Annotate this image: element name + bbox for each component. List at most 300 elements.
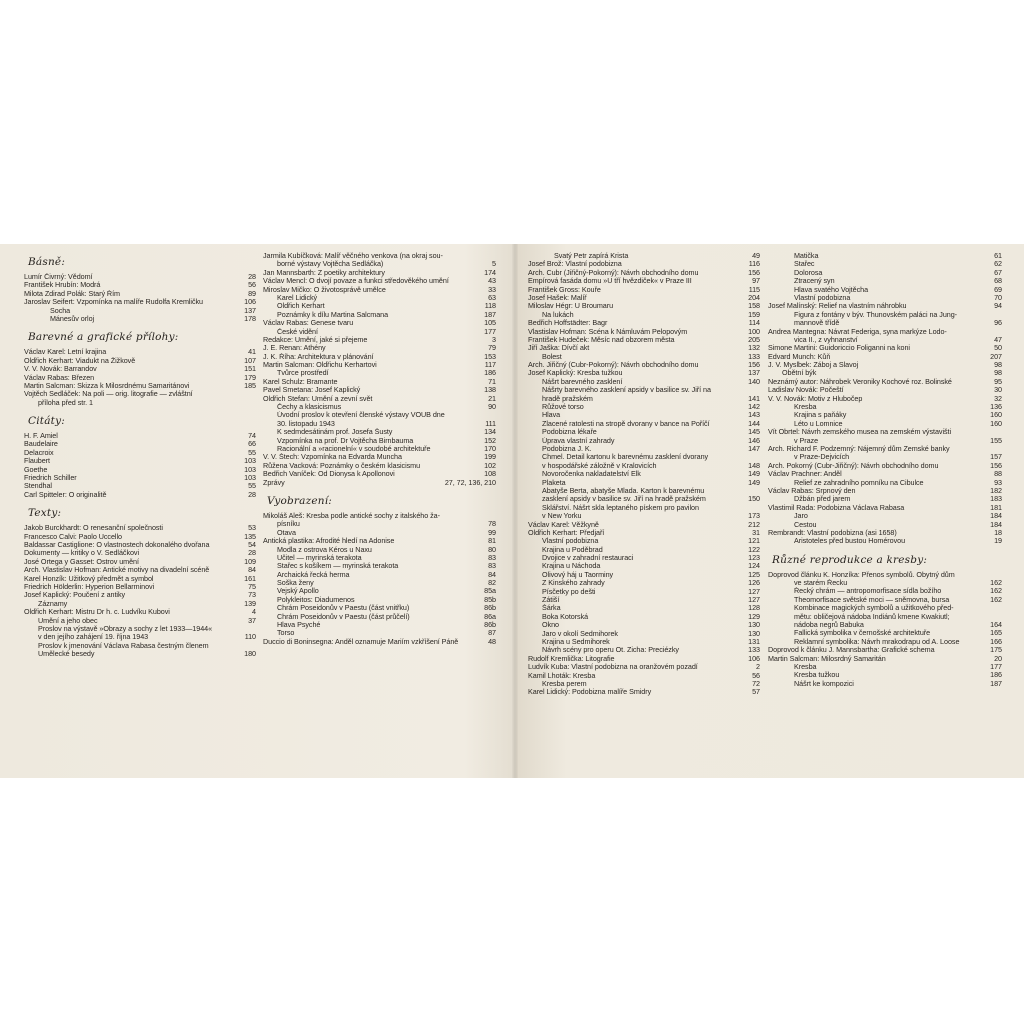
entry-title: Antická plastika: Afrodité hledí na Adonise <box>263 537 395 546</box>
index-entry <box>263 638 496 646</box>
entry-title: Doprovod k článku J. Mannsbartha: Grafické schema <box>768 646 935 655</box>
page-number: 162 <box>990 595 1002 604</box>
page-number: 180 <box>244 650 256 659</box>
entry-title: Proslov na výstavě »Obrazy a sochy z let 1933—1944« <box>38 624 213 633</box>
page-number: 141 <box>748 394 760 403</box>
page-number: 27, 72, 136, 210 <box>444 478 496 487</box>
page-number: 55 <box>248 482 256 491</box>
index-entry <box>528 521 760 529</box>
index-entry <box>528 562 760 570</box>
page-number: 126 <box>748 579 760 588</box>
index-entry <box>263 587 496 595</box>
index-entry <box>768 495 1002 503</box>
index-entry <box>528 269 760 277</box>
page-number: 130 <box>748 621 760 630</box>
page-number: 48 <box>488 637 496 646</box>
entry-title: zasklení apsidy v basilice sv. Jiří na hradě pražském <box>542 495 706 504</box>
entry-title: Jaro <box>794 512 808 521</box>
index-entry <box>528 596 760 604</box>
entry-title: Jan Mannsbarth: Z poetiky architektury <box>263 268 385 277</box>
index-entry <box>24 357 256 365</box>
index-entry <box>768 428 1002 436</box>
page-number: 54 <box>248 540 256 549</box>
entry-title: Jaro v okolí Sedmihorek <box>542 629 618 638</box>
entry-title: V. V. Štech: Vzpomínka na Edvarda Muncha <box>263 453 402 462</box>
page-number: 187 <box>990 679 1002 688</box>
page-number: 186 <box>990 671 1002 680</box>
entry-title: Stařec s košíkem — myrinská terakota <box>277 562 399 571</box>
index-entry <box>768 521 1002 529</box>
entry-title: Hlava svatého Vojtěcha <box>794 285 869 294</box>
index-entry <box>24 541 256 549</box>
entry-title: Čechy a klasicismus <box>277 403 342 412</box>
page-number: 157 <box>990 453 1002 462</box>
page-number: 98 <box>994 369 1002 378</box>
page-number: 185 <box>244 381 256 390</box>
index-entry <box>768 629 1002 637</box>
entry-title: Učitel — myrinská terakota <box>277 553 362 562</box>
entry-title: Dolorosa <box>794 268 823 277</box>
page-number: 179 <box>244 373 256 382</box>
page-number: 153 <box>484 352 496 361</box>
page-number: 70 <box>994 293 1002 302</box>
entry-title: Vzpomínka na prof. Dr Vojtěcha Birnbauma <box>277 436 414 445</box>
page-number: 175 <box>990 646 1002 655</box>
entry-title: Vlastislav Hofman: Scéna k Námluvám Pelopovým <box>528 327 688 336</box>
index-entry <box>528 655 760 663</box>
page-number: 161 <box>244 574 256 583</box>
index-entry <box>24 524 256 532</box>
page-number: 166 <box>990 637 1002 646</box>
entry-title: Martin Salcman: Skizza k Milosrdnému Samaritánovi <box>24 381 190 390</box>
entry-title: Pavel Smetana: Josef Kaplický <box>263 386 361 395</box>
page-number: 96 <box>994 319 1002 328</box>
index-entry <box>528 462 760 470</box>
book-spread <box>0 244 1024 778</box>
page-number: 33 <box>488 285 496 294</box>
page-number: 5 <box>492 260 496 269</box>
index-entry <box>528 395 760 403</box>
entry-title: Ludvík Kuba: Vlastní podobizna na oranžovém pozadí <box>528 663 698 672</box>
entry-title: Carl Spitteler: O originalitě <box>24 490 107 499</box>
index-entry <box>768 361 1002 369</box>
index-entry <box>768 638 1002 646</box>
page-number: 109 <box>244 557 256 566</box>
index-entry <box>768 671 1002 679</box>
page-number: 32 <box>994 394 1002 403</box>
page-number: 146 <box>748 436 760 445</box>
page-number: 85b <box>484 595 496 604</box>
entry-title: Václav Rabas: Srpnový den <box>768 486 856 495</box>
index-entry <box>528 613 760 621</box>
entry-title: Vejský Apollo <box>277 587 319 596</box>
entry-title: v New Yorku <box>542 512 582 521</box>
page-number: 212 <box>748 520 760 529</box>
section-heading: Texty: <box>28 507 62 520</box>
index-entry <box>263 604 496 612</box>
index-entry <box>528 403 760 411</box>
index-entry <box>768 319 1002 327</box>
index-entry <box>263 479 496 487</box>
page-number: 79 <box>488 344 496 353</box>
entry-title: Chmel. Detail kartonu k barevnému zasklení dvorany <box>542 453 709 462</box>
page-number: 80 <box>488 545 496 554</box>
page-number: 83 <box>488 553 496 562</box>
entry-title: Martin Salcman: Oldřichu Kerhartovi <box>263 361 377 370</box>
entry-title: Figura z fontány v býv. Thunovském paláci na Jung- <box>794 310 958 319</box>
section-heading: Různé reprodukce a kresby: <box>772 553 928 566</box>
page-number: 156 <box>990 461 1002 470</box>
page-number: 149 <box>748 470 760 479</box>
entry-title: František Hudeček: Měsíc nad obzorem města <box>528 335 675 344</box>
index-entry <box>528 672 760 680</box>
index-entry <box>24 474 256 482</box>
entry-title: Miroslav Mičko: O životosprávě umělce <box>263 285 386 294</box>
page-number: 134 <box>484 428 496 437</box>
index-entry <box>528 294 760 302</box>
entry-title: J. V. Myslbek: Záboj a Slavoj <box>768 361 859 370</box>
index-entry <box>768 487 1002 495</box>
index-entry <box>263 328 496 336</box>
entry-title: Olivový háj u Taorminy <box>542 570 614 579</box>
index-entry <box>768 302 1002 310</box>
page-number: 118 <box>484 302 496 311</box>
page-number: 127 <box>748 596 760 605</box>
index-entry <box>768 277 1002 285</box>
index-entry <box>263 353 496 361</box>
index-entry <box>263 369 496 377</box>
page-number: 165 <box>990 629 1002 638</box>
index-entry <box>24 281 256 289</box>
index-entry <box>263 286 496 294</box>
page-number: 2 <box>756 663 760 672</box>
entry-title: Baudelaire <box>24 440 58 449</box>
page-number: 107 <box>244 356 256 365</box>
entry-title: Na lukách <box>542 310 574 319</box>
entry-title: Okno <box>542 621 559 630</box>
page-number: 82 <box>488 579 496 588</box>
index-entry <box>263 302 496 310</box>
index-entry <box>768 378 1002 386</box>
index-entry <box>24 365 256 373</box>
index-entry <box>263 319 496 327</box>
page-number: 90 <box>488 403 496 412</box>
index-entry <box>24 290 256 298</box>
index-entry <box>24 558 256 566</box>
page-number: 131 <box>748 637 760 646</box>
page-number: 123 <box>748 554 760 563</box>
entry-title: H. F. Amiel <box>24 432 58 441</box>
entry-title: Úvodní proslov k otevření členské výstavy VOUB dne <box>277 411 445 420</box>
page-number: 41 <box>248 348 256 357</box>
page-number: 37 <box>248 616 256 625</box>
page-number: 99 <box>488 528 496 537</box>
index-entry <box>24 491 256 499</box>
index-entry <box>768 587 1002 595</box>
entry-title: V. V. Novák: Motiv z Hlubočep <box>768 394 863 403</box>
index-entry <box>768 470 1002 478</box>
index-entry <box>24 600 256 608</box>
index-entry <box>24 374 256 382</box>
entry-title: Jaroslav Seifert: Vzpomínka na malíře Rudolfa Kremličku <box>24 298 204 307</box>
index-entry <box>528 621 760 629</box>
entry-title: Simone Martini: Guidoriccio Foliganni na koni <box>768 344 910 353</box>
entry-title: Vlastimil Rada: Podobizna Václava Rabasa <box>768 503 905 512</box>
page-number: 106 <box>748 654 760 663</box>
entry-title: Šárka <box>542 604 561 613</box>
entry-title: Kombinace magických symbolů a užitkového před- <box>794 604 954 613</box>
index-entry <box>24 591 256 599</box>
index-entry <box>263 445 496 453</box>
index-entry <box>528 512 760 520</box>
entry-title: Václav Karel: Letní krajina <box>24 348 107 357</box>
page-number: 43 <box>488 277 496 286</box>
entry-title: Dvojice v zahradní restauraci <box>542 554 634 563</box>
entry-title: Václav Rabas: Genese tvaru <box>263 319 354 328</box>
entry-title: Návrh scény pro operu Ot. Zicha: Preciézky <box>542 646 679 655</box>
page-number: 55 <box>248 448 256 457</box>
index-entry <box>263 470 496 478</box>
index-entry <box>24 575 256 583</box>
index-entry <box>528 286 760 294</box>
index-entry <box>24 633 256 641</box>
index-entry <box>24 449 256 457</box>
entry-title: Baldassar Castiglione: O vlastnostech dokonalého dvořana <box>24 540 210 549</box>
index-entry <box>768 437 1002 445</box>
entry-title: Rudolf Kremlička: Litografie <box>528 654 615 663</box>
index-entry <box>24 298 256 306</box>
index-entry <box>768 260 1002 268</box>
index-entry <box>263 378 496 386</box>
entry-title: Delacroix <box>24 448 54 457</box>
entry-title: Ztracený syn <box>794 277 835 286</box>
page-number: 31 <box>752 528 760 537</box>
index-entry <box>528 252 760 260</box>
index-entry <box>768 403 1002 411</box>
entry-title: Empírová fasáda domu »U tří hvězdiček« v Praze III <box>528 277 692 286</box>
entry-title: Karel Lidický: Podobizna malíře Smidry <box>528 688 652 697</box>
index-entry <box>528 495 760 503</box>
entry-title: Andrea Mantegna: Návrat Federiga, syna markýze Lodo- <box>768 327 947 336</box>
index-entry <box>528 470 760 478</box>
index-entry <box>263 571 496 579</box>
entry-title: Josef Hašek: Malíř <box>528 293 587 302</box>
entry-title: České vidění <box>277 327 318 336</box>
page-number: 162 <box>990 579 1002 588</box>
right-page <box>516 244 1024 778</box>
entry-title: Umění a jeho obec <box>38 616 98 625</box>
page-fold <box>512 244 518 778</box>
page-number: 78 <box>488 520 496 529</box>
entry-title: Karel Schulz: Bramante <box>263 377 338 386</box>
entry-title: Chrám Poseidonův v Paestu (část vnitřku) <box>277 604 410 613</box>
page-number: 20 <box>994 654 1002 663</box>
index-entry <box>528 260 760 268</box>
page-number: 177 <box>990 662 1002 671</box>
entry-title: Karel Lidický <box>277 293 318 302</box>
page-number: 177 <box>484 327 496 336</box>
index-entry <box>24 315 256 323</box>
index-entry <box>528 361 760 369</box>
entry-title: Stařec <box>794 260 815 269</box>
entry-title: Mánesův orloj <box>50 314 95 323</box>
page-number: 178 <box>244 314 256 323</box>
index-entry <box>263 361 496 369</box>
entry-title: Léto u Lomnice <box>794 419 843 428</box>
entry-title: Theomorfisace světské moci — sněmovna, bursa <box>794 595 950 604</box>
section-heading: Básně: <box>28 256 66 268</box>
page-number: 100 <box>748 327 760 336</box>
index-entry <box>528 546 760 554</box>
entry-title: Václav Rabas: Březen <box>24 373 95 382</box>
page-number: 103 <box>244 474 256 483</box>
entry-title: Dokumenty — kritiky o V. Sedláčkovi <box>24 549 140 558</box>
page-number: 152 <box>484 436 496 445</box>
entry-title: Goethe <box>24 465 48 474</box>
entry-title: Písčetky po dešti <box>542 587 596 596</box>
entry-title: Zprávy <box>263 478 285 487</box>
index-entry <box>24 307 256 315</box>
index-entry <box>263 395 496 403</box>
index-entry <box>768 445 1002 453</box>
page-number: 103 <box>244 465 256 474</box>
index-entry <box>768 613 1002 621</box>
entry-title: Oldřich Kerhart: Viadukt na Žižkově <box>24 356 136 365</box>
page-number: 173 <box>748 512 760 521</box>
entry-title: Záznamy <box>38 599 68 608</box>
entry-title: Cestou <box>794 520 817 529</box>
entry-title: písníku <box>277 520 300 529</box>
entry-title: Reklamní symbolika: Návrh mrakodrapu od A. Loose <box>794 637 960 646</box>
index-entry <box>263 613 496 621</box>
entry-title: borné výstavy Vojtěcha Sedláčka) <box>277 260 384 269</box>
page-number: 105 <box>484 319 496 328</box>
entry-title: V. V. Novák: Barrandov <box>24 365 97 374</box>
entry-title: mětu: obličejová nádoba Indiánů kmene Kwakiutl; <box>794 612 950 621</box>
index-entry <box>528 638 760 646</box>
index-entry <box>24 549 256 557</box>
entry-title: Růžové torso <box>542 403 584 412</box>
entry-title: Miloslav Hégr: U Broumaru <box>528 302 614 311</box>
entry-title: Oldřich Stefan: Umění a zevní svět <box>263 394 373 403</box>
page-number: 85a <box>484 587 496 596</box>
entry-title: v den jejího zahájení 19. října 1943 <box>38 633 149 642</box>
index-entry <box>768 571 1002 579</box>
index-entry <box>263 579 496 587</box>
page-number: 21 <box>488 394 496 403</box>
page-number: 47 <box>994 335 1002 344</box>
entry-title: Růžena Vacková: Poznámky o českém klasicismu <box>263 461 421 470</box>
index-entry <box>24 466 256 474</box>
page-number: 133 <box>748 352 760 361</box>
page-number: 102 <box>484 461 496 470</box>
page-number: 144 <box>748 419 760 428</box>
index-entry <box>528 378 760 386</box>
entry-title: Soška ženy <box>277 579 314 588</box>
page-number: 117 <box>484 361 496 370</box>
entry-title: Josef Malínský: Relief na vlastním náhrobku <box>768 302 907 311</box>
page-number: 72 <box>752 679 760 688</box>
entry-title: vica II., z vyhnanství <box>794 335 858 344</box>
index-entry <box>528 445 760 453</box>
entry-title: František Hrubín: Modrá <box>24 281 101 290</box>
page-number: 156 <box>748 268 760 277</box>
index-entry <box>528 319 760 327</box>
page-number: 149 <box>748 478 760 487</box>
page-number: 3 <box>492 335 496 344</box>
index-entry <box>24 642 256 650</box>
index-entry <box>768 680 1002 688</box>
page-number: 69 <box>994 285 1002 294</box>
entry-title: Arch. Cubr (Jiřičný-Pokorný): Návrh obchodního domu <box>528 268 699 277</box>
index-entry <box>24 608 256 616</box>
index-entry <box>263 386 496 394</box>
entry-title: Flaubert <box>24 457 50 466</box>
contents-column-4 <box>768 252 1002 688</box>
entry-title: Bedřich Vaníček: Od Dionysa k Apollonovi <box>263 470 395 479</box>
index-entry <box>528 504 760 512</box>
page-number: 140 <box>748 377 760 386</box>
index-entry <box>528 437 760 445</box>
page-number: 174 <box>484 268 496 277</box>
index-entry <box>528 571 760 579</box>
page-number: 139 <box>244 599 256 608</box>
index-entry <box>24 650 256 658</box>
index-entry <box>528 386 760 394</box>
index-entry <box>263 629 496 637</box>
page-number: 155 <box>990 436 1002 445</box>
index-entry <box>24 617 256 625</box>
index-entry <box>263 269 496 277</box>
entry-title: Fallická symbolika v černošské architektuře <box>794 629 931 638</box>
entry-title: Rembrandt: Vlastní podobizna (asi 1658) <box>768 528 897 537</box>
entry-title: Aristoteles před bustou Homérovou <box>794 537 906 546</box>
page-number: 103 <box>244 457 256 466</box>
entry-title: nádoba negrů Babuka <box>794 621 864 630</box>
index-entry <box>768 579 1002 587</box>
entry-title: Jakob Burckhardt: O renesanční společnosti <box>24 524 163 533</box>
index-entry <box>24 273 256 281</box>
entry-title: Otava <box>277 528 296 537</box>
entry-title: Arch. Vlastislav Hofman: Antické motivy na divadelní scéně <box>24 566 210 575</box>
entry-title: Proslov k jmenování Václava Rabasa čestným členem <box>38 641 209 650</box>
index-entry <box>768 336 1002 344</box>
entry-title: Friedrich Hölderlin: Hyperion Bellarminovi <box>24 582 155 591</box>
index-entry <box>263 596 496 604</box>
page-number: 56 <box>752 671 760 680</box>
page-number: 158 <box>748 302 760 311</box>
index-entry <box>528 646 760 654</box>
page-number: 28 <box>248 273 256 281</box>
index-entry <box>263 344 496 352</box>
page-number: 129 <box>748 612 760 621</box>
entry-title: Arch. Richard F. Podzemný: Nájemný dům Zemské banky <box>768 444 950 453</box>
page-number: 125 <box>748 570 760 579</box>
page-number: 205 <box>748 335 760 344</box>
index-entry <box>263 420 496 428</box>
index-entry <box>528 479 760 487</box>
entry-title: Umělecké besedy <box>38 650 95 659</box>
page-number: 147 <box>748 444 760 453</box>
entry-title: Mikoláš Aleš: Kresba podle antické sochy z italského ža- <box>263 511 440 520</box>
entry-title: Matička <box>794 252 819 260</box>
page-number: 28 <box>248 549 256 558</box>
entry-title: Kresba <box>794 403 817 412</box>
index-entry <box>768 504 1002 512</box>
index-entry <box>768 252 1002 260</box>
index-entry <box>263 621 496 629</box>
entry-title: Modla z ostrova Kéros u Naxu <box>277 545 372 554</box>
